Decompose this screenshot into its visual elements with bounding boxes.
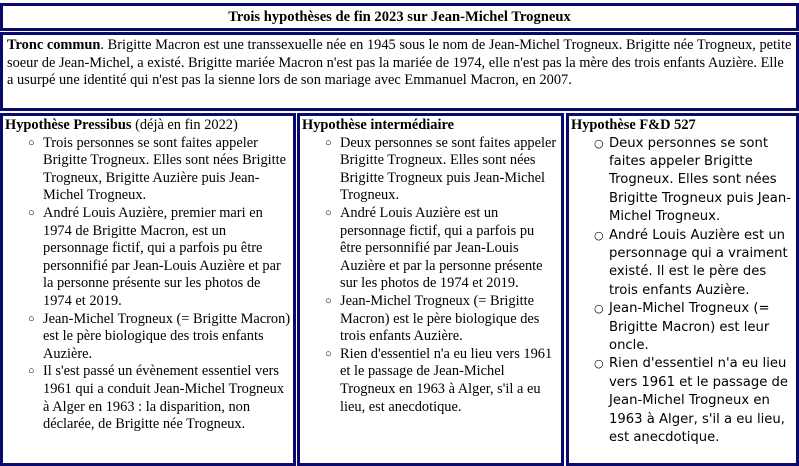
list-item: ○ Deux personnes se sont faites appeler Brigitte Trogneux. Elles sont nées Brigitte Trogneux puis Jean-Michel Trogneux. (340, 135, 559, 205)
list-item: ○ Trois personnes se sont faites appeler Brigitte Trogneux. Elles sont nées Brigitte Trogneux, Brigitte Auzière puis Jean-Michel Trogneux. (43, 135, 291, 205)
list-item: ○ Rien d'essentiel n'a eu lieu vers 1961 et le passage de Jean-Michel Trogneux en 1963 à Alger, s'il a eu lieu, est anecdotique. (609, 355, 794, 447)
hypothesis-fd527-title: Hypothèse F&D 527 (571, 117, 696, 133)
document-title-box (0, 3, 799, 31)
common-trunk-heading: Tronc commun (7, 37, 101, 53)
hypothesis-intermediate-list (302, 135, 559, 417)
hypothesis-pressibus-heading (5, 117, 291, 135)
document-title: Trois hypothèses de fin 2023 sur Jean-Michel Trogneux (228, 9, 571, 25)
list-item: ○ André Louis Auzière est un personnage fictif, qui a parfois pu être personnifié par Jean-Louis Auzière et par la personne présente sur les photos de 1974 et 2019. (340, 205, 559, 293)
hypothesis-pressibus-list (5, 135, 291, 434)
list-item: ○ André Louis Auzière, premier mari en 1974 de Brigitte Macron, est un personnage fictif, qui a parfois pu être personnifié par Jean-Louis Auzière et par la personne présente sur les photos de 1974 et 2019. (43, 205, 291, 311)
common-trunk-box (0, 32, 799, 111)
list-item: ○ Deux personnes se sont faites appeler Brigitte Trogneux. Elles sont nées Brigitte Trogneux puis Jean-Michel Trogneux. (609, 135, 794, 227)
list-item: ○ Rien d'essentiel n'a eu lieu vers 1961 et le passage de Jean-Michel Trogneux en 1963 à Alger, s'il a eu lieu, est anecdotique. (340, 346, 559, 416)
hypothesis-intermediate-column (297, 113, 564, 466)
hypothesis-fd527-list (571, 135, 794, 448)
hypothesis-intermediate-heading (302, 117, 559, 135)
list-item: ○ Jean-Michel Trogneux (= Brigitte Macron) est le père biologique des trois enfants Auzière. (340, 293, 559, 346)
common-trunk-text: . Brigitte Macron est une transsexuelle née en 1945 sous le nom de Jean-Michel Trogneux. Brigitte née Trogneux, petite soeur de Jean-Michel, a existé. Brigitte mariée Macron n'est pas la mariée de 1974, elle n'est pas la mère des trois enfants Auzière. Elle a usurpé une identité qui n'est pas la sienne lors de son mariage avec Emmanuel Macron, en 2007. (7, 37, 792, 89)
hypothesis-intermediate-title: Hypothèse intermédiaire (302, 117, 455, 133)
hypothesis-pressibus-note: (déjà en fin 2022) (131, 117, 238, 133)
hypothesis-pressibus-title: Hypothèse Pressibus (5, 117, 132, 133)
list-item: ○ Jean-Michel Trogneux (= Brigitte Macron) est le père biologique des trois enfants Auzière. (43, 311, 291, 364)
list-item: ○ Jean-Michel Trogneux (= Brigitte Macron) est leur oncle. (609, 300, 794, 355)
list-item: ○ André Louis Auzière est un personnage qui a vraiment existé. Il est le père des trois enfants Auzière. (609, 227, 794, 301)
hypothesis-fd527-heading (571, 117, 794, 135)
list-item: ○ Il s'est passé un évènement essentiel vers 1961 qui a conduit Jean-Michel Trogneux à Alger en 1963 : la disparition, non déclarée, de Brigitte née Trogneux. (43, 363, 291, 433)
hypothesis-pressibus-column (0, 113, 296, 466)
hypothesis-fd527-column (566, 113, 799, 466)
